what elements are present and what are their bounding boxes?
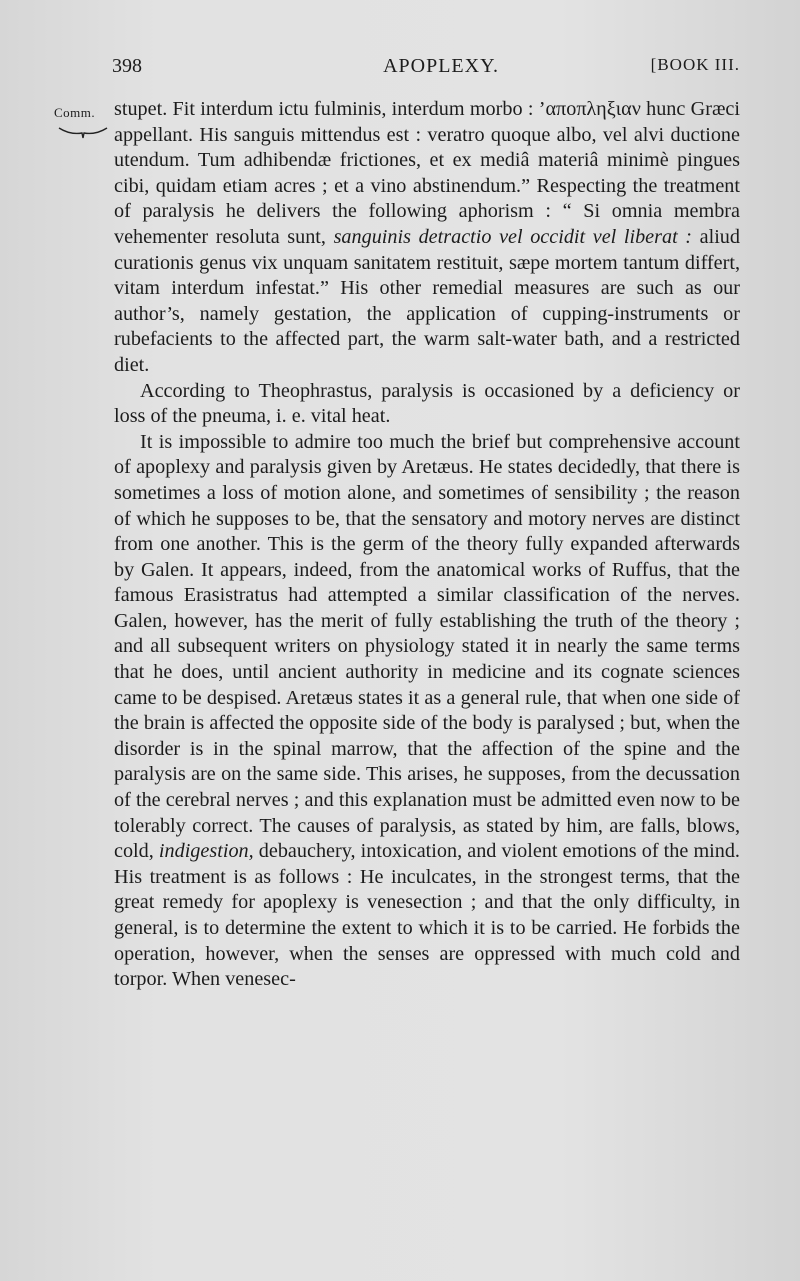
page-number: 398 (112, 55, 142, 77)
chapter-title: APOPLEXY. (383, 55, 499, 77)
paragraph-1-text-b: aliud curationis genus vix unquam sanitatem restituit, sæpe mortem tantum differt, vitam interdum infestat.” His other remedial measures are such as our author’s, namely gestation, the application of cupping-instruments or rubefacients to the affected part, the warm salt-water bath, and a restricted diet. (114, 225, 740, 376)
paragraph-3 (114, 430, 740, 993)
paragraph-1 (114, 97, 740, 379)
paragraph-3-italic: indigestion, (158, 840, 254, 863)
paragraph-3-text-b: debauchery, intoxication, and violent emotions of the mind. His treatment is as follows : He inculcates, in the strongest terms, that the great remedy for apoplexy is venesection ; and that the only difficulty, in general, is to determine the extent to which it is to be carried. He forbids the operation, however, when the senses are oppressed with much cold and torpor. When venesec- (114, 840, 740, 991)
paragraph-1-text-a: stupet. Fit interdum ictu fulminis, interdum morbo : ’αποπληξιαν hunc Græci appellant. His sanguis mittendus est : veratro quoque albo, vel alvi ductione utendum. Tum adhibendæ frictiones, et ex mediâ materiâ minimè pingues cibi, quidam etiam acres ; et a vino abstinendum.” Respecting the treatment of paralysis he delivers the following aphorism : “ Si omnia membra vehementer resoluta sunt, (114, 98, 740, 248)
body-text (114, 97, 740, 993)
paragraph-1-italic: sanguinis detractio vel occidit vel liberat : (333, 225, 693, 248)
paragraph-2 (114, 379, 740, 430)
margin-brace-icon (58, 126, 108, 140)
margin-note: Comm. (54, 105, 96, 120)
book-reference: [BOOK III. (650, 55, 740, 74)
paragraph-3-text-a: It is impossible to admire too much the brief but comprehensive account of apoplexy and paralysis given by Aretæus. He states decidedly, that there is sometimes a loss of motion alone, and sometimes of sensibility ; the reason of which he supposes to be, that the sensatory and motory nerves are distinct from one another. This is the germ of the theory fully expanded afterwards by Galen. It appears, indeed, from the anatomical works of Ruffus, that the famous Erasistratus had attempted a similar classification of the nerves. Galen, however, has the merit of fully establishing the truth of the theory ; and all subsequent writers on physiology stated it in nearly the same terms that he does, until ancient authority in medicine and its cognate sciences came to be despised. Aretæus states it as a general rule, that when one side of the brain is affected the opposite side of the body is paralysed ; but, when the disorder is in the spinal marrow, that the affection of the spine and the paralysis are on the same side. This arises, he supposes, from the decussation of the cerebral nerves ; and this explanation must be admitted even now to be tolerably correct. The causes of paralysis, as stated by him, are falls, blows, cold, (114, 430, 740, 863)
running-head (112, 55, 740, 85)
paragraph-2-text: According to Theophrastus, paralysis is occasioned by a deficiency or loss of the pneuma, i. e. vital heat. (114, 379, 740, 428)
